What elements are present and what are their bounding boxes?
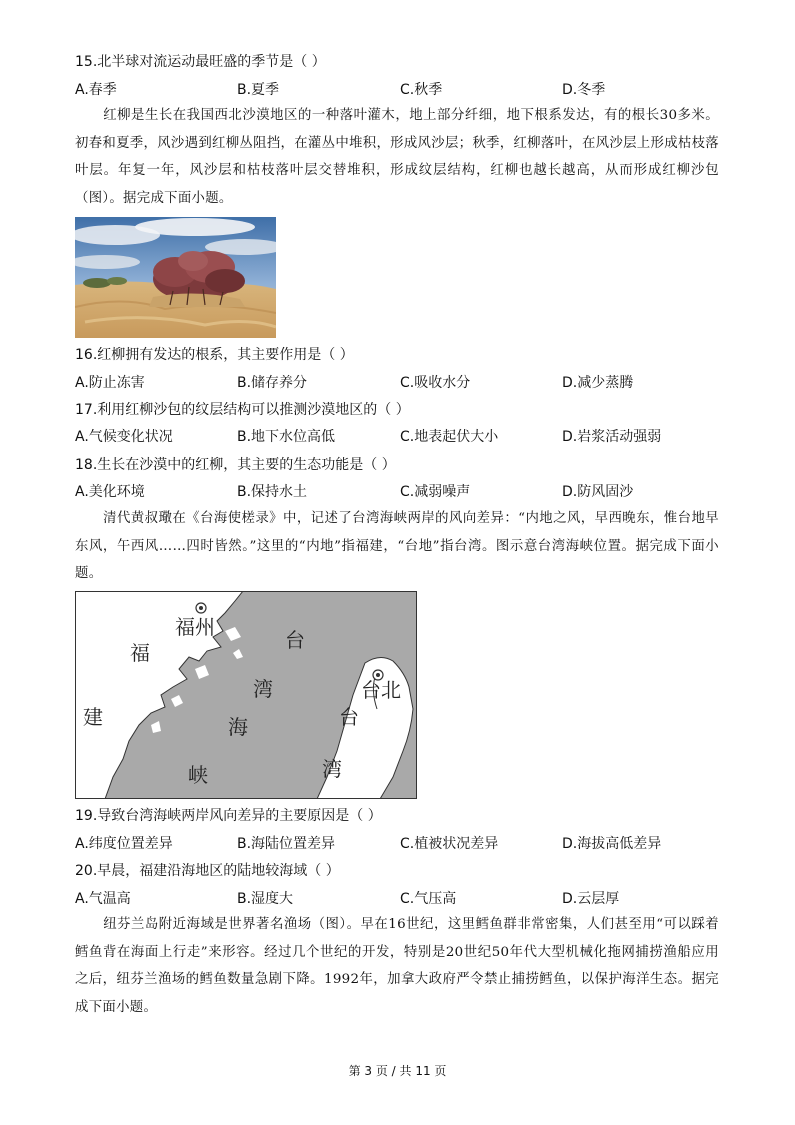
question-19-stem: 19.导致台湾海峡两岸风向差异的主要原因是（ ） (75, 808, 382, 824)
option-d: D.减少蒸腾 (562, 375, 634, 391)
option-d: D.冬季 (562, 82, 606, 98)
question-18-options (75, 483, 715, 501)
option-c: C.减弱噪声 (400, 484, 471, 500)
map-label-taibei: 台北 (361, 678, 401, 702)
question-18-stem: 18.生长在沙漠中的红柳，其主要的生态功能是（ ） (75, 457, 396, 473)
question-15-stem: 15.北半球对流运动最旺盛的季节是（ ） (75, 54, 326, 70)
question-20-stem: 20.早晨，福建沿海地区的陆地较海域（ ） (75, 863, 340, 879)
map-label-strait-tai: 台 (285, 628, 305, 652)
option-a: A.美化环境 (75, 484, 145, 500)
map-label-fuzhou: 福州 (175, 615, 215, 639)
map-label-fu: 福 (130, 641, 150, 665)
map-label-taiwan-wan: 湾 (322, 757, 342, 781)
option-d: D.岩浆活动强弱 (562, 429, 662, 445)
option-b: B.保持水土 (237, 484, 308, 500)
taiwan-strait-map (75, 591, 417, 799)
question-17-options (75, 428, 715, 446)
map-label-jian: 建 (83, 705, 103, 729)
option-c: C.植被状况差异 (400, 836, 499, 852)
option-c: C.吸收水分 (400, 375, 471, 391)
option-a: A.纬度位置差异 (75, 836, 173, 852)
map-label-strait-xia: 峡 (188, 763, 208, 787)
passage-hongliu (75, 102, 719, 212)
option-b: B.储存养分 (237, 375, 308, 391)
passage-hongliu-text: 红柳是生长在我国西北沙漠地区的一种落叶灌木，地上部分纤细，地下根系发达，有的根长30多米。初春和夏季，风沙遇到红柳丛阻挡，在灌丛中堆积，形成风沙层；秋季，红柳落叶，在风沙层上形成枯枝落叶层。年复一年，风沙层和枯枝落叶层交替堆积，形成纹层结构，红柳也越长越高，从而形成红柳沙包（图）。据完成下面小题。 (75, 108, 719, 206)
question-15-options (75, 81, 715, 99)
question-16-stem: 16.红柳拥有发达的根系，其主要作用是（ ） (75, 347, 354, 363)
map-label-strait-wan: 湾 (253, 677, 273, 701)
hongliu-sand-dune-photo (75, 217, 276, 338)
option-d: D.云层厚 (562, 891, 620, 907)
page-number-footer: 第 3 页 / 共 11 页 (348, 1064, 447, 1078)
option-a: A.气温高 (75, 891, 131, 907)
passage-newfoundland (75, 911, 719, 1021)
option-b: B.海陆位置差异 (237, 836, 336, 852)
question-20-options (75, 890, 715, 908)
option-a: A.气候变化状况 (75, 429, 173, 445)
option-b: B.地下水位高低 (237, 429, 336, 445)
option-b: B.夏季 (237, 82, 280, 98)
option-d: D.海拔高低差异 (562, 836, 662, 852)
question-16-options (75, 374, 715, 392)
question-17-stem: 17.利用红柳沙包的纹层结构可以推测沙漠地区的（ ） (75, 402, 410, 418)
map-label-strait-hai: 海 (228, 715, 248, 739)
question-19-options (75, 835, 715, 853)
option-c: C.地表起伏大小 (400, 429, 499, 445)
map-label-taiwan-tai: 台 (339, 705, 359, 729)
option-c: C.气压高 (400, 891, 457, 907)
option-a: A.春季 (75, 82, 117, 98)
option-b: B.湿度大 (237, 891, 294, 907)
passage-newfoundland-text: 纽芬兰岛附近海域是世界著名渔场（图）。早在16世纪，这里鳕鱼群非常密集，人们甚至用“可以踩着鳕鱼背在海面上行走”来形容。经过几个世纪的开发，特别是20世纪50年代大型机械化拖网捕捞渔船应用之后，纽芬兰渔场的鳕鱼数量急剧下降。1992年，加拿大政府严令禁止捕捞鳕鱼，以保护海洋生态。据完成下面小题。 (75, 917, 719, 1015)
passage-taiwan-text: 清代黄叔璥在《台海使槎录》中，记述了台湾海峡两岸的风向差异：“内地之风，早西晚东，惟台地早东风，午西风……四时皆然。”这里的“内地”指福建，“台地”指台湾。图示意台湾海峡位置。据完成下面小题。 (75, 511, 719, 581)
option-a: A.防止冻害 (75, 375, 145, 391)
option-c: C.秋季 (400, 82, 443, 98)
option-d: D.防风固沙 (562, 484, 634, 500)
passage-taiwan (75, 505, 719, 588)
